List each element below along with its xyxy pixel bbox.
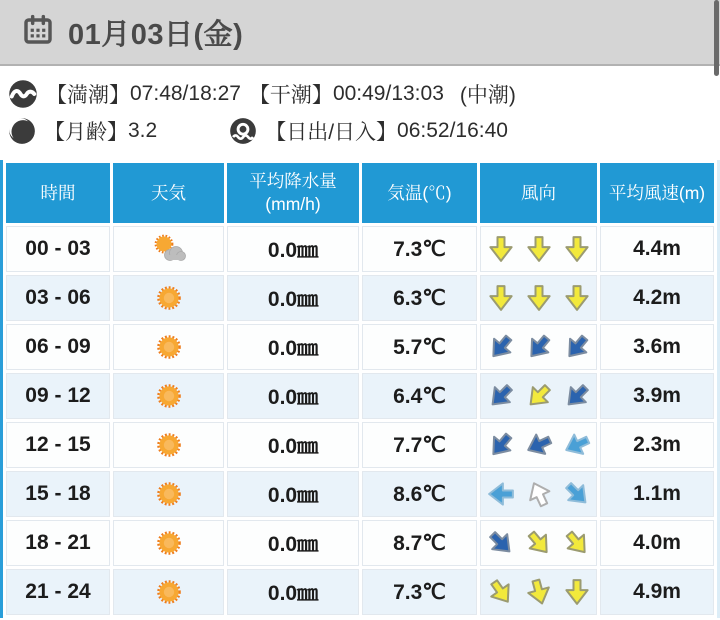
daily-info: [0, 66, 720, 160]
table-row: [6, 324, 714, 370]
weather-icon-slot: [151, 335, 187, 358]
wind-speed-value: 3.9m: [600, 373, 714, 419]
precipitation-value: 0.0㎜: [227, 275, 359, 321]
precipitation-value: 0.0㎜: [227, 373, 359, 419]
wind-speed-value: 4.4m: [600, 226, 714, 272]
wind-direction-cell: [480, 324, 597, 370]
temperature-value: 6.4℃: [362, 373, 477, 419]
time-range: 00 - 03: [6, 226, 110, 272]
tide-info-line: [8, 79, 710, 109]
temperature-value: 7.3℃: [362, 226, 477, 272]
weather-icon-slot: [151, 384, 187, 407]
sunrise-sunset-label: 【日出/日入】: [265, 121, 398, 144]
moon-icon: [8, 117, 36, 145]
temperature-value: 7.3℃: [362, 569, 477, 615]
wind-direction-cell: [480, 422, 597, 468]
wind-direction-cell: [480, 520, 597, 566]
weather-cell: [113, 422, 224, 468]
wind-arrow-icon: [479, 375, 521, 417]
forecast-table-wrap: [0, 160, 720, 618]
wind-speed-value: 4.9m: [600, 569, 714, 615]
wind-direction-cell: [480, 275, 597, 321]
sun-cloud-icon: [149, 232, 189, 266]
wind-arrow-icon: [479, 424, 521, 466]
table-row: [6, 471, 714, 517]
wind-arrow-icon: [562, 283, 592, 313]
table-row: [6, 569, 714, 615]
precipitation-value: 0.0㎜: [227, 569, 359, 615]
temperature-value: 5.7℃: [362, 324, 477, 370]
col-header-temperature: 気温(℃): [362, 163, 477, 223]
col-header-precipitation: 平均降水量 (mm/h): [227, 163, 359, 223]
weather-icon-slot: [149, 237, 189, 260]
table-row: [6, 373, 714, 419]
sun-icon: [151, 379, 187, 413]
sun-icon: [151, 575, 187, 609]
wind-arrow-icon: [479, 522, 521, 564]
weather-cell: [113, 373, 224, 419]
temperature-value: 6.3℃: [362, 275, 477, 321]
time-range: 18 - 21: [6, 520, 110, 566]
wind-speed-value: 1.1m: [600, 471, 714, 517]
wind-direction-cell: [480, 471, 597, 517]
sun-icon: [151, 281, 187, 315]
low-tide-times: 00:49/13:03: [332, 82, 444, 105]
moon-age-value: 3.2: [128, 119, 158, 142]
wind-arrow-icon: [555, 375, 597, 417]
wind-arrow-icon: [557, 425, 597, 465]
wind-direction-cell: [480, 226, 597, 272]
wind-speed-value: 3.6m: [600, 324, 714, 370]
weather-cell: [113, 471, 224, 517]
col-header-wind-speed: 平均風速(m): [600, 163, 714, 223]
col-header-time: 時間: [6, 163, 110, 223]
precipitation-value: 0.0㎜: [227, 422, 359, 468]
wind-arrow-icon: [555, 326, 597, 368]
wind-arrow-icon: [517, 375, 559, 417]
wind-direction-cell: [480, 569, 597, 615]
sunrise-sunset-times: 06:52/16:40: [397, 119, 508, 142]
forecast-table: [3, 160, 717, 618]
wind-speed-value: 2.3m: [600, 422, 714, 468]
page-date: 01月03日(金): [68, 18, 244, 51]
precipitation-value: 0.0㎜: [227, 520, 359, 566]
table-row: [6, 520, 714, 566]
precipitation-value: 0.0㎜: [227, 324, 359, 370]
date-bar: [0, 0, 720, 66]
moon-age-label: 【月齢】: [44, 121, 128, 144]
weather-icon-slot: [151, 531, 187, 554]
wind-arrow-icon: [479, 326, 521, 368]
wind-arrow-icon: [524, 283, 554, 313]
table-row: [6, 275, 714, 321]
scrollbar-thumb[interactable]: [714, 0, 719, 76]
col-header-weather: 天気: [113, 163, 224, 223]
weather-cell: [113, 226, 224, 272]
time-range: 21 - 24: [6, 569, 110, 615]
time-range: 06 - 09: [6, 324, 110, 370]
table-header-row: [6, 163, 714, 223]
low-tide-label: 【干潮】: [248, 84, 333, 107]
wind-arrow-icon: [519, 474, 559, 514]
col-header-wind-direction: 風向: [480, 163, 597, 223]
weather-cell: [113, 275, 224, 321]
time-range: 03 - 06: [6, 275, 110, 321]
wind-speed-value: 4.0m: [600, 520, 714, 566]
wind-arrow-icon: [517, 326, 559, 368]
weather-cell: [113, 324, 224, 370]
weather-icon-slot: [151, 482, 187, 505]
wind-arrow-icon: [555, 473, 597, 515]
wind-direction-cell: [480, 373, 597, 419]
sunrise-sunset-icon: [229, 117, 257, 145]
wave-icon: [8, 79, 38, 109]
table-row: [6, 226, 714, 272]
wind-arrow-icon: [486, 479, 516, 509]
wind-arrow-icon: [562, 234, 592, 264]
wind-arrow-icon: [517, 522, 559, 564]
precipitation-value: 0.0㎜: [227, 471, 359, 517]
moon-sun-info-line: [8, 116, 710, 146]
weather-icon-slot: [151, 286, 187, 309]
wind-speed-value: 4.2m: [600, 275, 714, 321]
high-tide-times: 07:48/18:27: [130, 82, 241, 105]
wind-arrow-icon: [486, 234, 516, 264]
wind-arrow-icon: [480, 571, 522, 613]
wind-arrow-icon: [562, 577, 592, 607]
table-row: [6, 422, 714, 468]
weather-cell: [113, 520, 224, 566]
temperature-value: 8.7℃: [362, 520, 477, 566]
tide-phase: (中潮): [459, 84, 516, 107]
wind-arrow-icon: [519, 425, 559, 465]
temperature-value: 8.6℃: [362, 471, 477, 517]
weather-cell: [113, 569, 224, 615]
wind-arrow-icon: [524, 234, 554, 264]
weather-icon-slot: [151, 433, 187, 456]
sun-icon: [151, 477, 187, 511]
weather-icon-slot: [151, 580, 187, 603]
sun-icon: [151, 526, 187, 560]
time-range: 12 - 15: [6, 422, 110, 468]
wind-arrow-icon: [555, 522, 597, 564]
high-tide-label: 【満潮】: [46, 84, 130, 107]
wind-arrow-icon: [520, 574, 557, 611]
time-range: 09 - 12: [6, 373, 110, 419]
time-range: 15 - 18: [6, 471, 110, 517]
temperature-value: 7.7℃: [362, 422, 477, 468]
sun-icon: [151, 428, 187, 462]
precipitation-value: 0.0㎜: [227, 226, 359, 272]
calendar-icon: [22, 14, 54, 51]
wind-arrow-icon: [486, 283, 516, 313]
sun-icon: [151, 330, 187, 364]
